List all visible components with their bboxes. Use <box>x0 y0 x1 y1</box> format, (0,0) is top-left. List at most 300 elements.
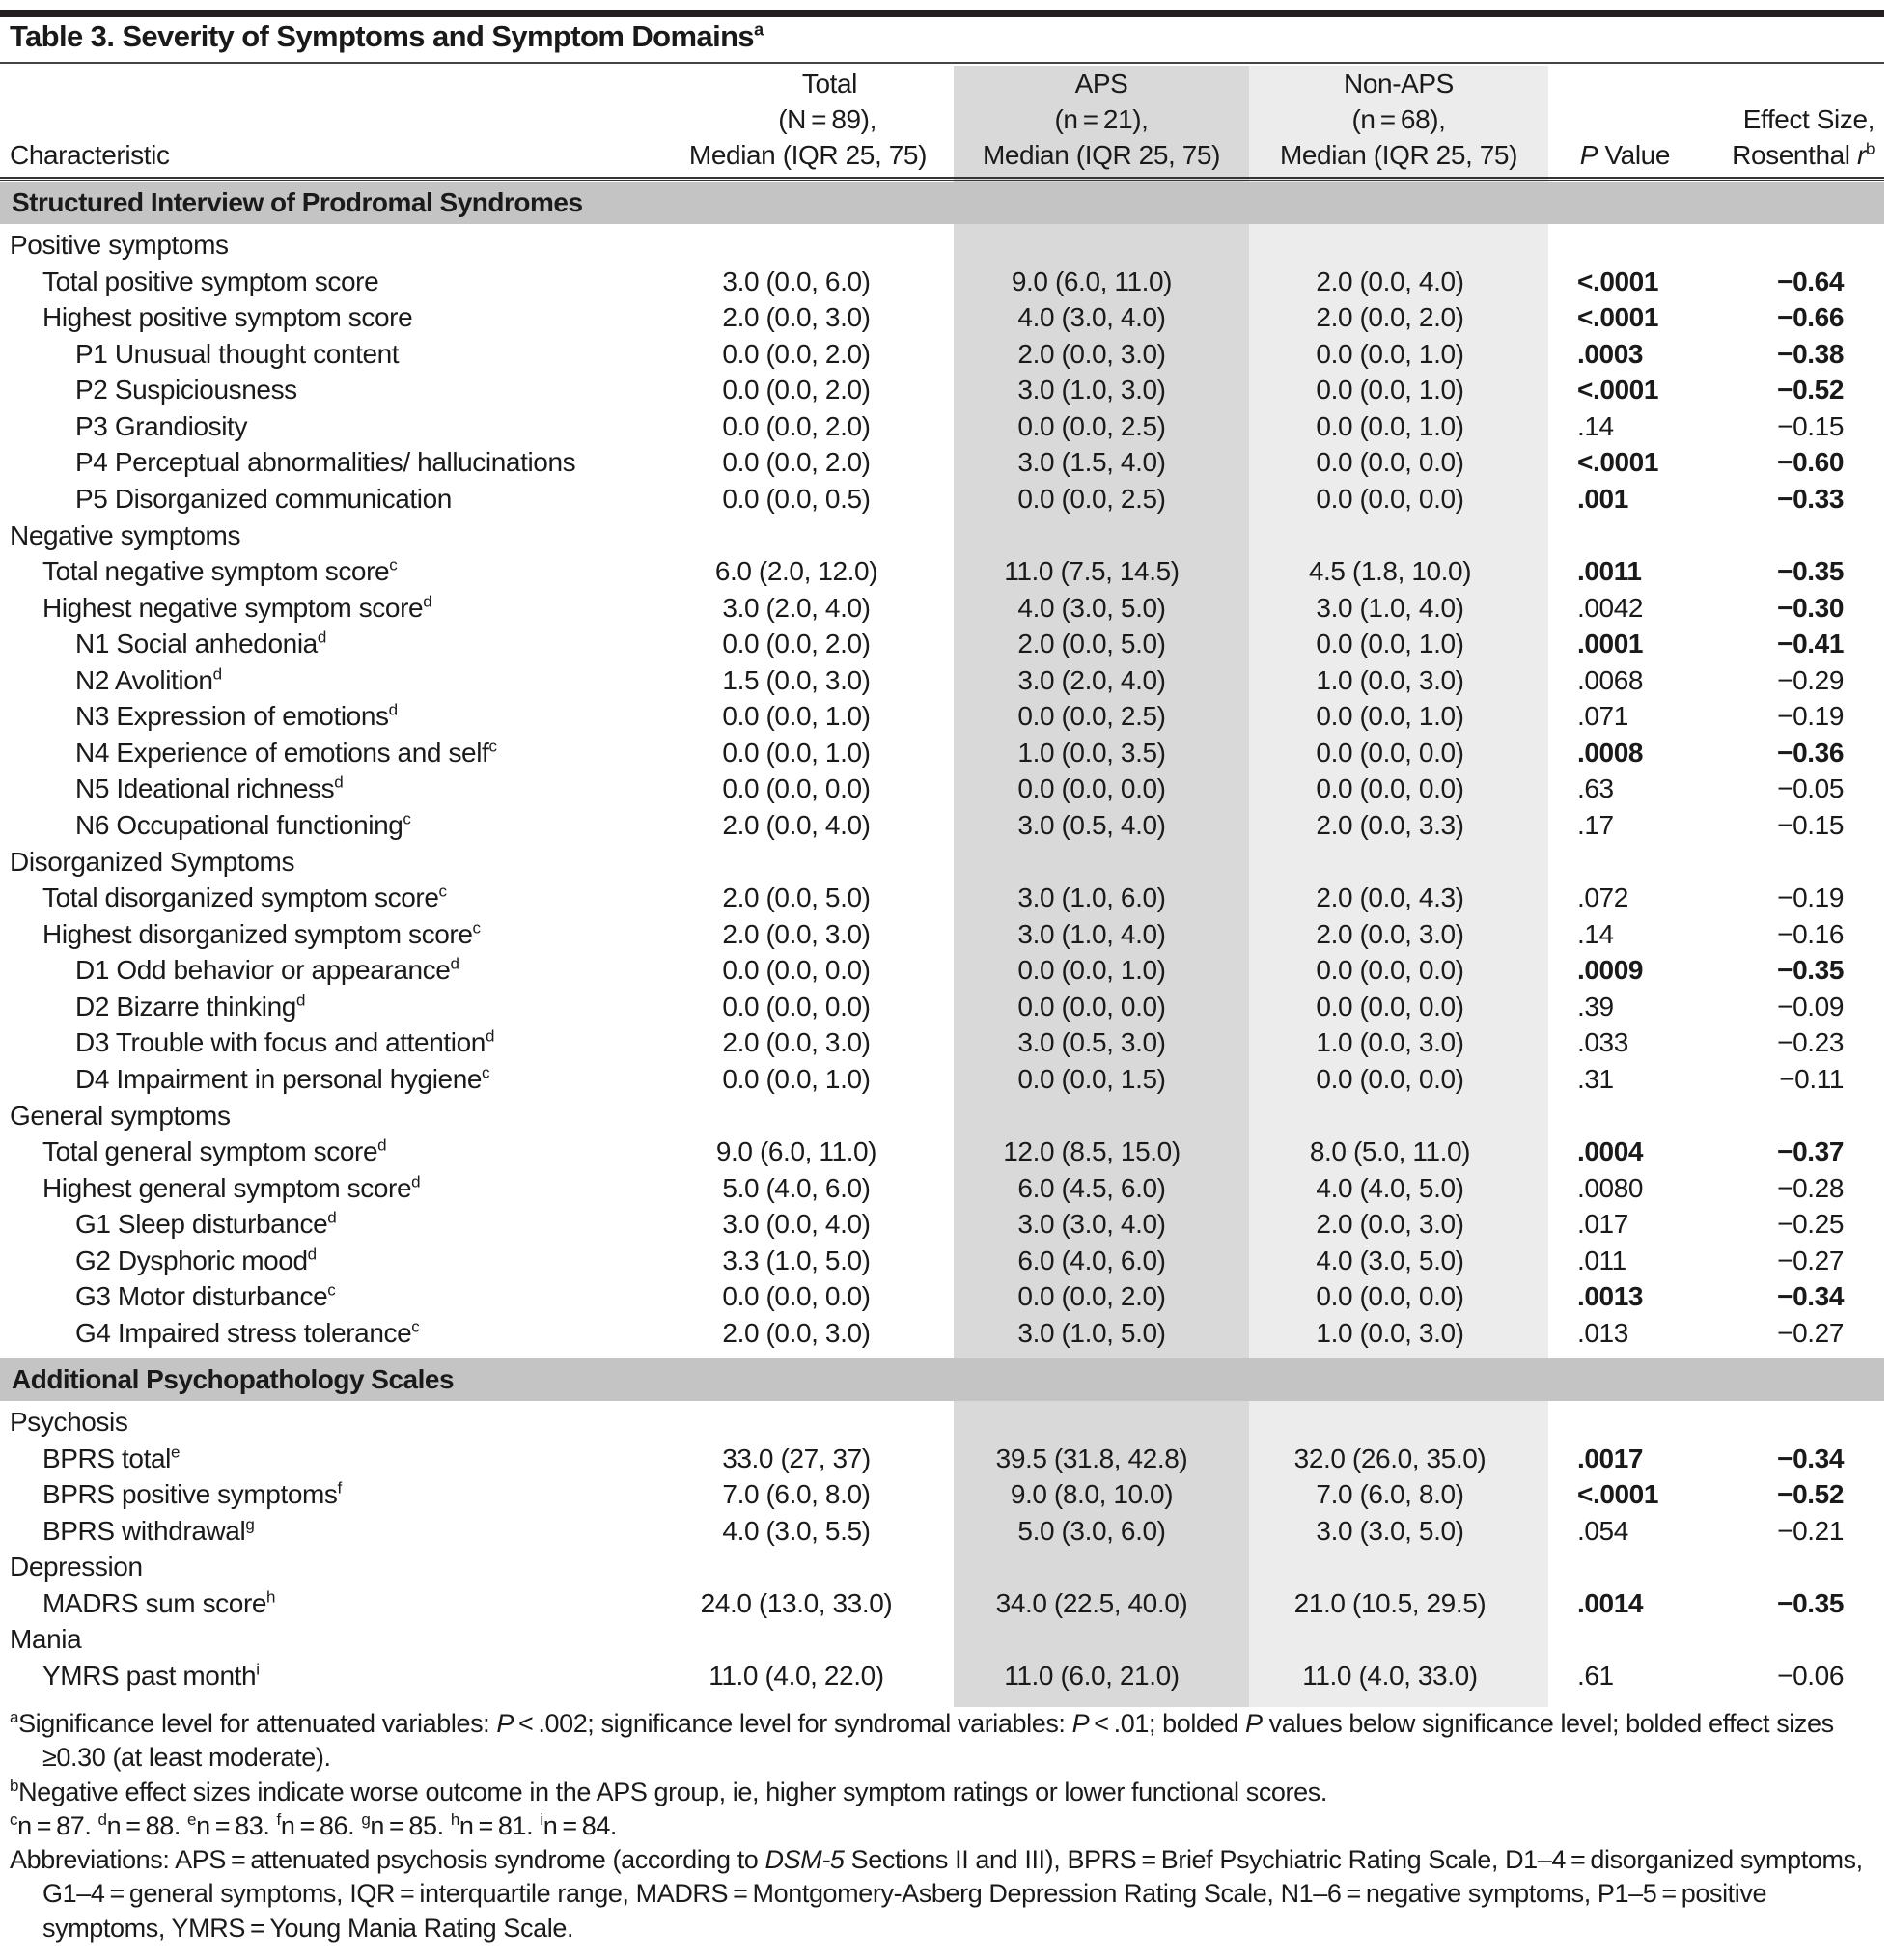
effect-size: −0.33 <box>1777 483 1844 514</box>
p-value: .31 <box>1577 1063 1614 1094</box>
total-value: 3.0 (2.0, 4.0) <box>722 592 871 623</box>
header-effect-r: r <box>1857 140 1866 170</box>
row-label-text: G3 Motor disturbance <box>75 1281 328 1312</box>
footnote-marker: c <box>472 918 481 938</box>
nonaps-value: 2.0 (0.0, 3.0) <box>1316 1209 1464 1240</box>
footnote-marker: c <box>482 1063 490 1082</box>
total-value: 3.0 (0.0, 6.0) <box>722 266 871 296</box>
nonaps-value: 2.0 (0.0, 4.3) <box>1316 882 1464 913</box>
group-label-row <box>0 1404 1884 1441</box>
row-label-text: YMRS past month <box>42 1660 257 1691</box>
p-value: <.0001 <box>1577 375 1659 406</box>
row-label <box>75 444 575 481</box>
footnote-text: n = 83. <box>196 1810 277 1840</box>
header-characteristic <box>10 66 170 178</box>
total-value: 7.0 (6.0, 8.0) <box>722 1479 871 1510</box>
table-row <box>0 880 1884 916</box>
header-nonaps-line3: Median (IQR 25, 75) <box>1279 140 1518 170</box>
total-value: 0.0 (0.0, 0.0) <box>722 1281 871 1312</box>
nonaps-value: 2.0 (0.0, 3.3) <box>1316 810 1464 840</box>
row-label-text: Depression <box>10 1552 143 1582</box>
footnote-marker: i <box>540 1809 543 1829</box>
table-row <box>0 989 1884 1025</box>
nonaps-value: 0.0 (0.0, 1.0) <box>1316 629 1464 659</box>
footnote-text: n = 84. <box>542 1810 618 1840</box>
row-label-text: D4 Impairment in personal hygiene <box>75 1063 483 1094</box>
section-rows <box>0 1404 1884 1694</box>
title-footnote-marker: a <box>754 19 764 40</box>
nonaps-value: 1.0 (0.0, 3.0) <box>1316 664 1464 695</box>
table-row <box>0 1315 1884 1352</box>
row-label-text: D2 Bizarre thinking <box>75 991 296 1022</box>
nonaps-value: 8.0 (5.0, 11.0) <box>1309 1136 1471 1167</box>
section-header: Additional Psychopathology Scales <box>0 1358 1884 1401</box>
total-value: 3.3 (1.0, 5.0) <box>722 1245 871 1275</box>
p-value: .0008 <box>1577 737 1644 768</box>
header-effect-line2: Rosenthal <box>1732 140 1857 170</box>
aps-value: 3.0 (3.0, 4.0) <box>1017 1209 1166 1240</box>
table-row <box>0 553 1884 590</box>
table-row <box>0 662 1884 699</box>
p-value: <.0001 <box>1577 1479 1659 1510</box>
p-value: .63 <box>1577 773 1614 804</box>
effect-size: −0.30 <box>1777 592 1844 623</box>
total-value: 2.0 (0.0, 3.0) <box>722 302 871 333</box>
row-label <box>10 1098 231 1134</box>
row-label-text: P2 Suspiciousness <box>75 375 297 406</box>
row-label-text: Positive symptoms <box>10 230 229 260</box>
p-value: .0017 <box>1577 1442 1644 1473</box>
row-label <box>42 1134 386 1170</box>
aps-value: 3.0 (2.0, 4.0) <box>1017 664 1166 695</box>
footnote-marker: c <box>488 737 497 756</box>
row-label-text: P3 Grandiosity <box>75 410 248 441</box>
table-row <box>0 735 1884 771</box>
title-rule <box>0 62 1884 64</box>
row-label <box>42 1441 180 1477</box>
footnote-marker: g <box>245 1515 255 1534</box>
nonaps-value: 4.5 (1.8, 10.0) <box>1308 556 1472 587</box>
nonaps-value: 0.0 (0.0, 0.0) <box>1316 447 1464 478</box>
group-label-row <box>0 227 1884 264</box>
total-value: 0.0 (0.0, 2.0) <box>722 375 871 406</box>
aps-value: 0.0 (0.0, 2.5) <box>1017 701 1166 732</box>
table-row <box>0 1441 1884 1477</box>
row-label <box>42 916 481 953</box>
footnote-marker: b <box>10 1776 19 1795</box>
p-value: .0004 <box>1577 1136 1644 1167</box>
row-label <box>42 264 378 300</box>
total-value: 0.0 (0.0, 0.0) <box>722 991 871 1022</box>
p-value: .0014 <box>1577 1587 1644 1618</box>
header-aps-line2: (n = 21), <box>1054 104 1149 134</box>
nonaps-value: 3.0 (3.0, 5.0) <box>1316 1515 1464 1546</box>
total-value: 3.0 (0.0, 4.0) <box>722 1209 871 1240</box>
effect-size: −0.36 <box>1777 737 1844 768</box>
p-value: .0009 <box>1577 955 1644 986</box>
table-row <box>0 408 1884 445</box>
nonaps-value: 4.0 (3.0, 5.0) <box>1316 1245 1464 1275</box>
footnote-marker: d <box>334 773 344 793</box>
row-label <box>75 1206 336 1243</box>
aps-value: 11.0 (7.5, 14.5) <box>1004 556 1180 587</box>
table-title-text: Table 3. Severity of Symptoms and Symptom Domains <box>10 19 755 53</box>
row-label <box>10 1621 81 1658</box>
p-value: <.0001 <box>1577 447 1659 478</box>
row-label <box>75 336 399 373</box>
p-value: .61 <box>1577 1660 1614 1691</box>
row-label <box>42 1513 254 1550</box>
table-row <box>0 1061 1884 1098</box>
row-label-text: BPRS withdrawal <box>42 1515 246 1546</box>
row-label-text: BPRS positive symptoms <box>42 1479 338 1510</box>
footnote-marker: d <box>317 628 326 647</box>
aps-value: 9.0 (6.0, 11.0) <box>1011 266 1173 296</box>
row-label <box>75 1243 317 1279</box>
footnote-text: Significance level for attenuated variables: <box>18 1709 497 1738</box>
total-value: 0.0 (0.0, 1.0) <box>722 701 871 732</box>
footnotes <box>10 1707 1882 1946</box>
row-label-text: BPRS total <box>42 1442 171 1473</box>
row-label <box>42 880 447 916</box>
header-nonaps-line1: Non-APS <box>1344 69 1454 98</box>
row-label <box>10 518 240 554</box>
footnote <box>10 1843 1882 1946</box>
aps-value: 3.0 (0.5, 3.0) <box>1017 1027 1166 1058</box>
row-label <box>75 770 343 807</box>
footnote-marker: d <box>485 1027 494 1047</box>
row-label <box>42 1585 275 1622</box>
footnote-marker: d <box>377 1135 387 1155</box>
footnote-text: P <box>496 1709 514 1738</box>
row-label <box>75 989 305 1025</box>
footnote-marker: h <box>450 1809 459 1829</box>
aps-value: 1.0 (0.0, 3.5) <box>1017 737 1166 768</box>
aps-value: 34.0 (22.5, 40.0) <box>995 1587 1188 1618</box>
p-value: .001 <box>1577 483 1628 514</box>
header-aps-line3: Median (IQR 25, 75) <box>982 140 1221 170</box>
effect-size: −0.15 <box>1777 810 1844 840</box>
total-value: 0.0 (0.0, 2.0) <box>722 447 871 478</box>
group-label-row <box>0 1621 1884 1658</box>
row-label <box>75 626 326 662</box>
row-label-text: Mania <box>10 1624 82 1655</box>
aps-value: 3.0 (1.0, 6.0) <box>1017 882 1166 913</box>
aps-value: 6.0 (4.5, 6.0) <box>1017 1172 1166 1203</box>
table-row <box>0 336 1884 373</box>
footnote-marker: d <box>450 954 459 973</box>
nonaps-value: 0.0 (0.0, 0.0) <box>1316 1281 1464 1312</box>
row-label-text: N4 Experience of emotions and self <box>75 737 489 768</box>
group-label-row <box>0 1098 1884 1134</box>
footnote-text: n = 86. <box>280 1810 362 1840</box>
header-effect-size <box>1670 66 1875 178</box>
effect-size: −0.23 <box>1777 1027 1844 1058</box>
row-label <box>75 372 297 408</box>
total-value: 2.0 (0.0, 3.0) <box>722 1027 871 1058</box>
total-value: 2.0 (0.0, 3.0) <box>722 918 871 949</box>
nonaps-value: 0.0 (0.0, 0.0) <box>1316 991 1464 1022</box>
row-label <box>75 1315 419 1352</box>
table-row <box>0 1585 1884 1622</box>
row-label <box>42 299 412 336</box>
effect-size: −0.35 <box>1777 955 1844 986</box>
effect-size: −0.60 <box>1777 447 1844 478</box>
table-title <box>10 19 763 54</box>
total-value: 0.0 (0.0, 2.0) <box>722 629 871 659</box>
total-value: 33.0 (27, 37) <box>722 1442 871 1473</box>
row-label-text: Disorganized Symptoms <box>10 846 295 877</box>
footnote-marker: a <box>10 1708 19 1726</box>
header-p-value <box>1548 66 1670 178</box>
total-value: 1.5 (0.0, 3.0) <box>722 664 871 695</box>
table-row <box>0 952 1884 989</box>
footnote-marker: d <box>212 664 222 684</box>
aps-value: 5.0 (3.0, 6.0) <box>1017 1515 1166 1546</box>
total-value: 0.0 (0.0, 2.0) <box>722 338 871 369</box>
group-label-row <box>0 518 1884 554</box>
row-label <box>75 698 398 735</box>
aps-value: 11.0 (6.0, 21.0) <box>1004 1660 1180 1691</box>
footnote-marker: e <box>170 1442 181 1462</box>
row-label <box>42 1170 420 1207</box>
total-value: 0.0 (0.0, 0.0) <box>722 773 871 804</box>
p-value: .011 <box>1577 1245 1626 1275</box>
footnote-marker: f <box>337 1478 342 1498</box>
table-row <box>0 1170 1884 1207</box>
row-label-text: N3 Expression of emotions <box>75 701 389 732</box>
table-row <box>0 698 1884 735</box>
aps-value: 2.0 (0.0, 3.0) <box>1017 338 1166 369</box>
total-value: 5.0 (4.0, 6.0) <box>722 1172 871 1203</box>
header-nonaps-line2: (n = 68), <box>1351 104 1446 134</box>
effect-size: −0.25 <box>1777 1209 1844 1240</box>
effect-size: −0.29 <box>1777 664 1844 695</box>
header-effect-footnote-marker: b <box>1865 139 1875 158</box>
p-value: .17 <box>1577 810 1614 840</box>
nonaps-value: 32.0 (26.0, 35.0) <box>1293 1442 1487 1473</box>
nonaps-value: 0.0 (0.0, 0.0) <box>1316 955 1464 986</box>
header-effect-line1: Effect Size, <box>1742 104 1875 134</box>
header-total-line3: Median (IQR 25, 75) <box>688 140 927 170</box>
row-label-text: Total negative symptom score <box>42 556 390 587</box>
effect-size: −0.38 <box>1777 338 1844 369</box>
header-total-line1: Total <box>801 69 857 98</box>
nonaps-value: 3.0 (1.0, 4.0) <box>1316 592 1464 623</box>
aps-value: 6.0 (4.0, 6.0) <box>1017 1245 1166 1275</box>
aps-value: 39.5 (31.8, 42.8) <box>995 1442 1188 1473</box>
header-aps <box>954 66 1249 178</box>
p-value: .033 <box>1577 1027 1628 1058</box>
row-label-text: N6 Occupational functioning <box>75 810 403 840</box>
total-value: 11.0 (4.0, 22.0) <box>709 1660 884 1691</box>
nonaps-value: 0.0 (0.0, 1.0) <box>1316 701 1464 732</box>
row-label <box>75 1278 335 1315</box>
row-label-text: P5 Disorganized communication <box>75 483 452 514</box>
nonaps-value: 1.0 (0.0, 3.0) <box>1316 1027 1464 1058</box>
footnote-marker: f <box>276 1809 281 1829</box>
row-label <box>75 807 411 844</box>
row-label-text: General symptoms <box>10 1100 231 1131</box>
table-row <box>0 807 1884 844</box>
row-label <box>10 1404 127 1441</box>
effect-size: −0.41 <box>1777 629 1844 659</box>
row-label-text: G4 Impaired stress tolerance <box>75 1317 412 1348</box>
footnote-marker: g <box>361 1809 371 1829</box>
nonaps-value: 0.0 (0.0, 0.0) <box>1316 1063 1464 1094</box>
row-label-text: Psychosis <box>10 1407 128 1437</box>
header-rule <box>0 177 1884 181</box>
aps-value: 3.0 (1.0, 5.0) <box>1017 1317 1166 1348</box>
footnote-text: n = 88. <box>106 1810 188 1840</box>
top-rule <box>0 10 1884 17</box>
nonaps-value: 4.0 (4.0, 5.0) <box>1316 1172 1464 1203</box>
p-value: <.0001 <box>1577 266 1659 296</box>
effect-size: −0.27 <box>1777 1245 1844 1275</box>
row-label <box>75 662 222 699</box>
footnote-text: < .01; bolded <box>1089 1709 1245 1738</box>
row-label-text: Highest negative symptom score <box>42 592 424 623</box>
header-total <box>676 66 927 178</box>
row-label-text: N5 Ideational richness <box>75 773 335 804</box>
row-label-text: D3 Trouble with focus and attention <box>75 1027 486 1058</box>
header-nonaps <box>1249 66 1548 178</box>
group-label-row <box>0 1549 1884 1585</box>
nonaps-value: 0.0 (0.0, 1.0) <box>1316 410 1464 441</box>
row-label <box>10 227 229 264</box>
row-label-text: N1 Social anhedonia <box>75 629 318 659</box>
table-row <box>0 1476 1884 1513</box>
footnote-text: P <box>1071 1709 1090 1738</box>
footnote-text: n = 85. <box>370 1810 451 1840</box>
p-value: .072 <box>1577 882 1628 913</box>
row-label-text: Total general symptom score <box>42 1136 378 1167</box>
footnote-text: n = 81. <box>459 1810 541 1840</box>
nonaps-value: 0.0 (0.0, 0.0) <box>1316 737 1464 768</box>
aps-value: 4.0 (3.0, 4.0) <box>1017 302 1166 333</box>
total-value: 24.0 (13.0, 33.0) <box>700 1587 893 1618</box>
row-label <box>75 408 247 445</box>
footnote-text: DSM-5 <box>764 1845 845 1875</box>
footnote <box>10 1776 1882 1809</box>
table-row <box>0 264 1884 300</box>
aps-value: 9.0 (8.0, 10.0) <box>1010 1479 1174 1510</box>
p-value: .013 <box>1577 1317 1628 1348</box>
aps-value: 12.0 (8.5, 15.0) <box>1003 1136 1181 1167</box>
nonaps-value: 2.0 (0.0, 3.0) <box>1316 918 1464 949</box>
section-rows <box>0 227 1884 1351</box>
table-row <box>0 481 1884 518</box>
total-value: 2.0 (0.0, 5.0) <box>722 882 871 913</box>
aps-value: 0.0 (0.0, 1.5) <box>1017 1063 1166 1094</box>
effect-size: −0.19 <box>1777 701 1844 732</box>
total-value: 0.0 (0.0, 1.0) <box>722 1063 871 1094</box>
aps-value: 0.0 (0.0, 2.0) <box>1017 1281 1166 1312</box>
aps-value: 2.0 (0.0, 5.0) <box>1017 629 1166 659</box>
p-value: .071 <box>1577 701 1628 732</box>
header-characteristic-label: Characteristic <box>10 140 170 170</box>
footnote-marker: d <box>388 700 398 719</box>
effect-size: −0.16 <box>1777 918 1844 949</box>
row-label <box>42 590 431 627</box>
footnote-text: < .002; significance level for syndromal variables: <box>513 1709 1072 1738</box>
table-row <box>0 1134 1884 1170</box>
p-value: .0080 <box>1577 1172 1644 1203</box>
nonaps-value: 2.0 (0.0, 4.0) <box>1316 266 1464 296</box>
row-label <box>42 1658 260 1694</box>
footnote-text: n = 87. <box>17 1810 98 1840</box>
p-value: .39 <box>1577 991 1614 1022</box>
p-value: .0013 <box>1577 1281 1644 1312</box>
row-label <box>75 952 459 989</box>
footnote-marker: e <box>187 1809 197 1829</box>
row-label <box>42 1476 342 1513</box>
footnote-text: values below significance level; bolded effect sizes ≥0.30 (at least moderate). <box>42 1709 1834 1773</box>
footnote-marker: h <box>266 1587 276 1607</box>
p-value: .017 <box>1577 1209 1628 1240</box>
table-row <box>0 1243 1884 1279</box>
row-label <box>75 735 497 771</box>
total-value: 0.0 (0.0, 0.0) <box>722 955 871 986</box>
effect-size: −0.37 <box>1777 1136 1844 1167</box>
aps-value: 4.0 (3.0, 5.0) <box>1017 592 1166 623</box>
row-label-text: Negative symptoms <box>10 519 241 550</box>
total-value: 9.0 (6.0, 11.0) <box>715 1136 877 1167</box>
row-label <box>42 553 397 590</box>
row-label-text: P1 Unusual thought content <box>75 338 400 369</box>
footnote-marker: i <box>256 1660 260 1679</box>
header-aps-line1: APS <box>1074 69 1128 98</box>
table-row <box>0 770 1884 807</box>
nonaps-value: 0.0 (0.0, 0.0) <box>1316 483 1464 514</box>
effect-size: −0.06 <box>1777 1660 1844 1691</box>
nonaps-value: 0.0 (0.0, 0.0) <box>1316 773 1464 804</box>
table-row <box>0 590 1884 627</box>
total-value: 0.0 (0.0, 1.0) <box>722 737 871 768</box>
effect-size: −0.35 <box>1777 556 1844 587</box>
effect-size: −0.64 <box>1777 266 1844 296</box>
total-value: 2.0 (0.0, 4.0) <box>722 810 871 840</box>
p-value: .0068 <box>1577 664 1644 695</box>
row-label-text: Highest general symptom score <box>42 1172 412 1203</box>
effect-size: −0.34 <box>1777 1281 1844 1312</box>
row-label <box>10 1549 143 1585</box>
header-p-italic: P <box>1579 140 1598 170</box>
footnote-marker: c <box>438 882 447 901</box>
footnote-text: P <box>1244 1709 1263 1738</box>
footnote-marker: c <box>327 1280 336 1300</box>
effect-size: −0.66 <box>1777 302 1844 333</box>
table-row <box>0 1206 1884 1243</box>
nonaps-value: 7.0 (6.0, 8.0) <box>1316 1479 1464 1510</box>
effect-size: −0.21 <box>1777 1515 1844 1546</box>
row-label-text: N2 Avolition <box>75 664 213 695</box>
footnote <box>10 1809 1882 1843</box>
row-label <box>75 1024 494 1061</box>
footnote-marker: d <box>307 1245 317 1264</box>
effect-size: −0.35 <box>1777 1587 1844 1618</box>
p-value: .0011 <box>1577 556 1642 587</box>
row-label-text: Highest disorganized symptom score <box>42 918 473 949</box>
footnote-marker: c <box>403 809 411 828</box>
row-label-text: G1 Sleep disturbance <box>75 1209 328 1240</box>
nonaps-value: 11.0 (4.0, 33.0) <box>1302 1660 1478 1691</box>
aps-value: 0.0 (0.0, 1.0) <box>1017 955 1166 986</box>
p-value: .0003 <box>1577 338 1644 369</box>
p-value: <.0001 <box>1577 302 1659 333</box>
row-label-text: MADRS sum score <box>42 1587 267 1618</box>
table-row <box>0 299 1884 336</box>
